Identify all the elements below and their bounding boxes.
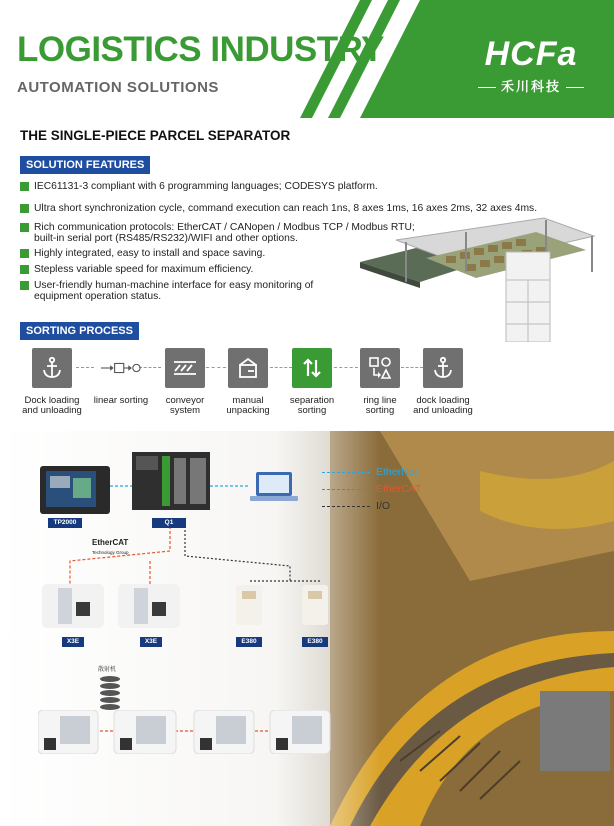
spreader-rollers-icon [98, 674, 122, 710]
hmi-device [40, 466, 110, 514]
process-step-manual-unpacking: manual unpacking [213, 348, 283, 416]
feature-item: Stepless variable speed for maximum efficiency. [20, 264, 253, 275]
laptop-device [250, 470, 298, 504]
feature-item: IEC61131-3 compliant with 6 programming languages; CODESYS platform. [20, 181, 378, 192]
linear-flow-icon [101, 348, 141, 388]
inverter-b-label: E380 [302, 637, 328, 647]
servo-drive-b [118, 584, 180, 628]
plc-device [132, 452, 210, 510]
hmi-label: TP2000 [48, 518, 82, 528]
feature-item: Ultra short synchronization cycle, command execution can reach 1ns, 8 axes 1ms, 16 axes 2ms, 32 axes 4ms. [20, 203, 537, 214]
ring-line-icon [360, 348, 400, 388]
feature-item: Rich communication protocols: EtherCAT / CANopen / Modbus TCP / Modbus RTU; [20, 222, 415, 233]
section-title: THE SINGLE-PIECE PARCEL SEPARATOR [20, 128, 291, 143]
process-step-conveyor-system: conveyor system [150, 348, 220, 416]
process-step-ring-line-sorting: ring line sorting [345, 348, 415, 416]
servo-a-label: X3E [62, 637, 84, 647]
process-step-dock-loading-end: dock loading and unloading [408, 348, 478, 416]
plc-label: Q1 [152, 518, 186, 528]
feature-item-continued: equipment operation status. [34, 291, 162, 302]
feature-item: User-friendly human-machine interface for easy monitoring of [20, 280, 313, 291]
servo-drive-a [42, 584, 104, 628]
page-title: LOGISTICS INDUSTRY [17, 30, 384, 69]
process-step-separation-sorting: separation sorting [277, 348, 347, 416]
sorting-process-steps [0, 348, 614, 428]
inverter-b [302, 585, 328, 625]
anchor-icon [32, 348, 72, 388]
spreader-label: 散射机 [98, 667, 117, 673]
inverter-a [236, 585, 262, 625]
logo-chinese: 禾川科技 [466, 76, 596, 95]
feature-item: Highly integrated, easy to install and space saving. [20, 248, 265, 259]
package-icon [228, 348, 268, 388]
anchor-icon [423, 348, 463, 388]
header [0, 0, 614, 118]
inverter-a-label: E380 [236, 637, 262, 647]
io-module-chain [38, 710, 338, 754]
parcel-separator-machine-illustration [356, 212, 614, 342]
process-step-dock-loading: Dock loading and unloading [17, 348, 87, 416]
brand-logo [466, 36, 596, 95]
conveyor-icon [165, 348, 205, 388]
servo-b-label: X3E [140, 637, 162, 647]
logo-text: HCFa [484, 35, 578, 73]
up-down-arrows-icon [292, 348, 332, 388]
solution-features-badge: SOLUTION FEATURES [20, 156, 150, 174]
sorting-process-badge: SORTING PROCESS [20, 322, 139, 340]
page-subtitle: AUTOMATION SOLUTIONS [17, 79, 219, 96]
ethercat-tag: EtherCAT Technology Group [92, 538, 129, 555]
process-step-linear-sorting: linear sorting [86, 348, 156, 406]
feature-item-continued: built-in serial port (RS485/RS232)/WIFI and other options. [34, 233, 298, 244]
